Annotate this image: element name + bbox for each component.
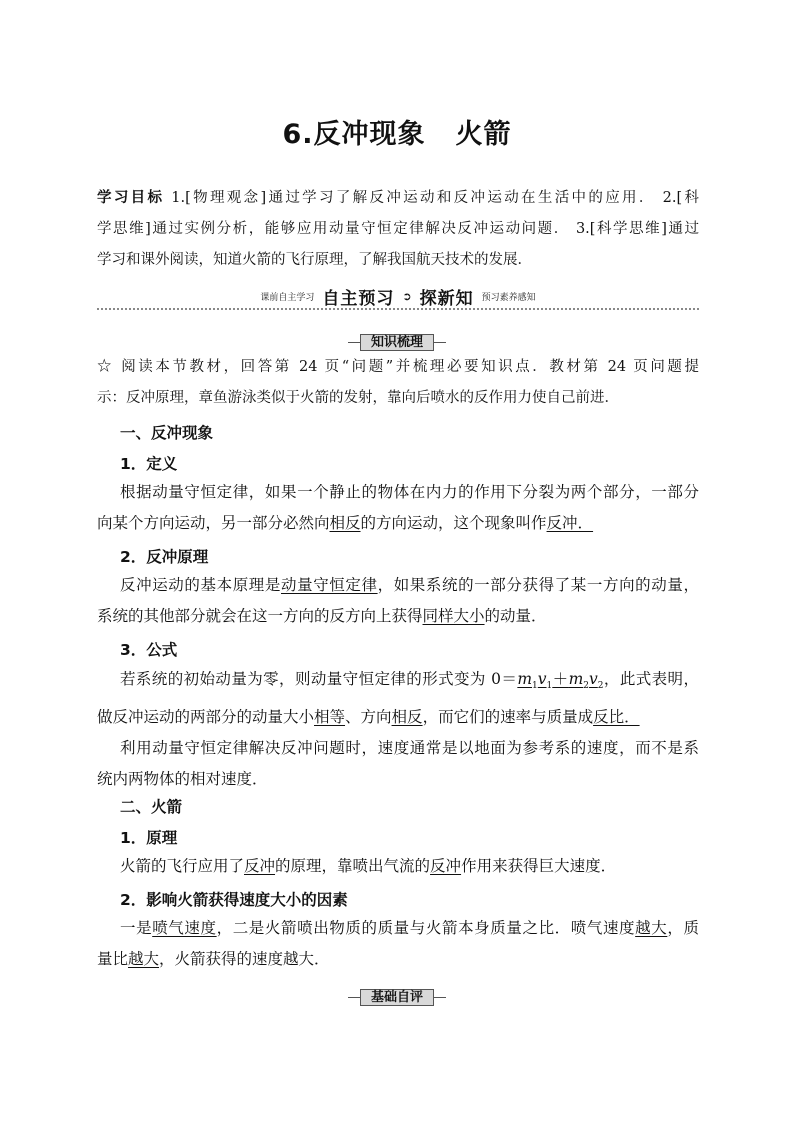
principle-answer1: 动量守恒定律 [281,576,378,594]
title-part2: 火箭 [455,119,512,150]
factors-answer3: 越大 [128,950,160,968]
subheading-principle: 2．反冲原理 [120,548,209,566]
def-text1: 向某个方向运动，另一部分必然向 [97,514,330,532]
formula-note-line1: 利用动量守恒定律解决反冲问题时，速度通常是以地面为参考系的速度，而不是系 [120,739,699,758]
principle-text2: ，如果系统的一部分获得了某一方向的动量， [377,576,699,594]
title-part1: 6.反冲现象 [282,119,426,150]
factors-answer2: 越大 [635,919,668,937]
rocket-principle-paragraph [97,851,699,882]
formula-answer1: 相等 [314,708,346,727]
objectives-line1: 1.[物理观念]通过学习了解反冲运动和反冲运动在生活中的应用． 2.[科 [164,190,699,206]
banner-left: 课前自主学习 [260,292,315,303]
principle-paragraph [97,570,699,632]
formula-sub3: 2 [583,681,590,692]
banner-main2: 探新知 [419,288,474,309]
factors-text5: ，火箭获得的速度越大． [159,950,330,968]
def-line1: 根据动量守恒定律，如果一个静止的物体在内力的作用下分裂为两个部分，一部分 [120,483,699,501]
def-text2: 的方向运动，这个现象叫作 [360,514,547,532]
banner-right: 预习素养感知 [481,292,536,303]
formula-expression [517,670,604,692]
formula-m1: m [517,670,533,688]
subheading-rocket-principle: 1．原理 [120,829,178,847]
formula-sub1: 1 [532,681,538,692]
definition-paragraph [97,477,699,539]
page-title [0,112,794,151]
factors-text4: 量比 [97,950,129,968]
intro-line2: 示：反冲原理，章鱼游泳类似于火箭的发射，靠向后喷水的反作用力使自己前进． [97,390,619,406]
tag-knowledge [0,331,794,351]
banner-main1: 自主预习 [322,288,395,309]
principle-text1: 反冲运动的基本原理是 [120,576,281,594]
formula-m2: m [568,670,584,688]
principle-answer2: 同样大小 [422,607,485,625]
factors-text1: 一是 [120,919,153,937]
rocket-text3: 作用来获得巨大速度． [461,857,617,875]
rocket-text1: 火箭的飞行应用了 [120,857,245,875]
formula-text4: 、方向 [345,708,392,727]
section2-heading: 二、火箭 [120,798,183,816]
subheading-rocket-factors: 2．影响火箭获得速度大小的因素 [120,891,348,909]
factors-answer1: 喷气速度 [152,919,217,937]
subheading-formula: 3．公式 [120,641,178,659]
objectives-label: 学习目标 [97,190,165,206]
section-banner [97,284,699,310]
formula-paragraph [97,664,699,795]
factors-text3: ，质 [667,919,699,937]
formula-plus: ＋ [552,670,569,688]
formula-sub2: 1 [546,681,553,692]
tag-self-assessment [0,986,794,1006]
section1-heading: 一、反冲现象 [120,424,214,442]
rocket-answer1: 反冲 [244,857,276,875]
intro-line1: ☆ 阅读本节教材，回答第 24 页“问题”并梳理必要知识点．教材第 24 页问题提 [97,359,699,375]
formula-answer3: 反比． [593,708,640,727]
formula-answer2: 相反 [391,708,423,727]
formula-v2: v [589,670,598,688]
formula-sub4: 2 [597,681,604,692]
formula-text1: 若系统的初始动量为零，则动量守恒定律的形式变为 0＝ [120,670,518,688]
formula-text2: ，此式表明， [603,670,699,688]
tag-self-assessment-label: 基础自评 [360,989,434,1006]
rocket-answer2: 反冲 [430,857,462,875]
learning-objectives [97,183,699,276]
formula-text5: ，而它们的速率与质量成 [422,708,594,727]
def-answer2: 反冲． [546,514,594,532]
objectives-line3: 学习和课外阅读，知道火箭的飞行原理，了解我国航天技术的发展． [97,252,532,268]
formula-note-line2: 统内两物体的相对速度． [97,770,268,789]
principle-text4: 的动量． [484,607,547,625]
intro-paragraph [97,352,699,414]
rocket-factors-paragraph [97,913,699,975]
principle-text3: 系统的其他部分就会在这一方向的反方向上获得 [97,607,423,625]
formula-v1: v [537,670,547,688]
formula-text3: 做反冲运动的两部分的动量大小 [97,708,315,727]
def-answer1: 相反 [329,514,361,532]
tag-knowledge-label: 知识梳理 [360,334,434,351]
subheading-definition: 1．定义 [120,455,178,473]
arrow-icon: ➲ [402,289,412,303]
factors-text2: ，二是火箭喷出物质的质量与火箭本身质量之比．喷气速度 [216,919,636,937]
rocket-text2: 的原理，靠喷出气流的 [275,857,431,875]
objectives-line2: 学思维]通过实例分析，能够应用动量守恒定律解决反冲运动问题． 3.[科学思维]通过 [97,221,699,237]
